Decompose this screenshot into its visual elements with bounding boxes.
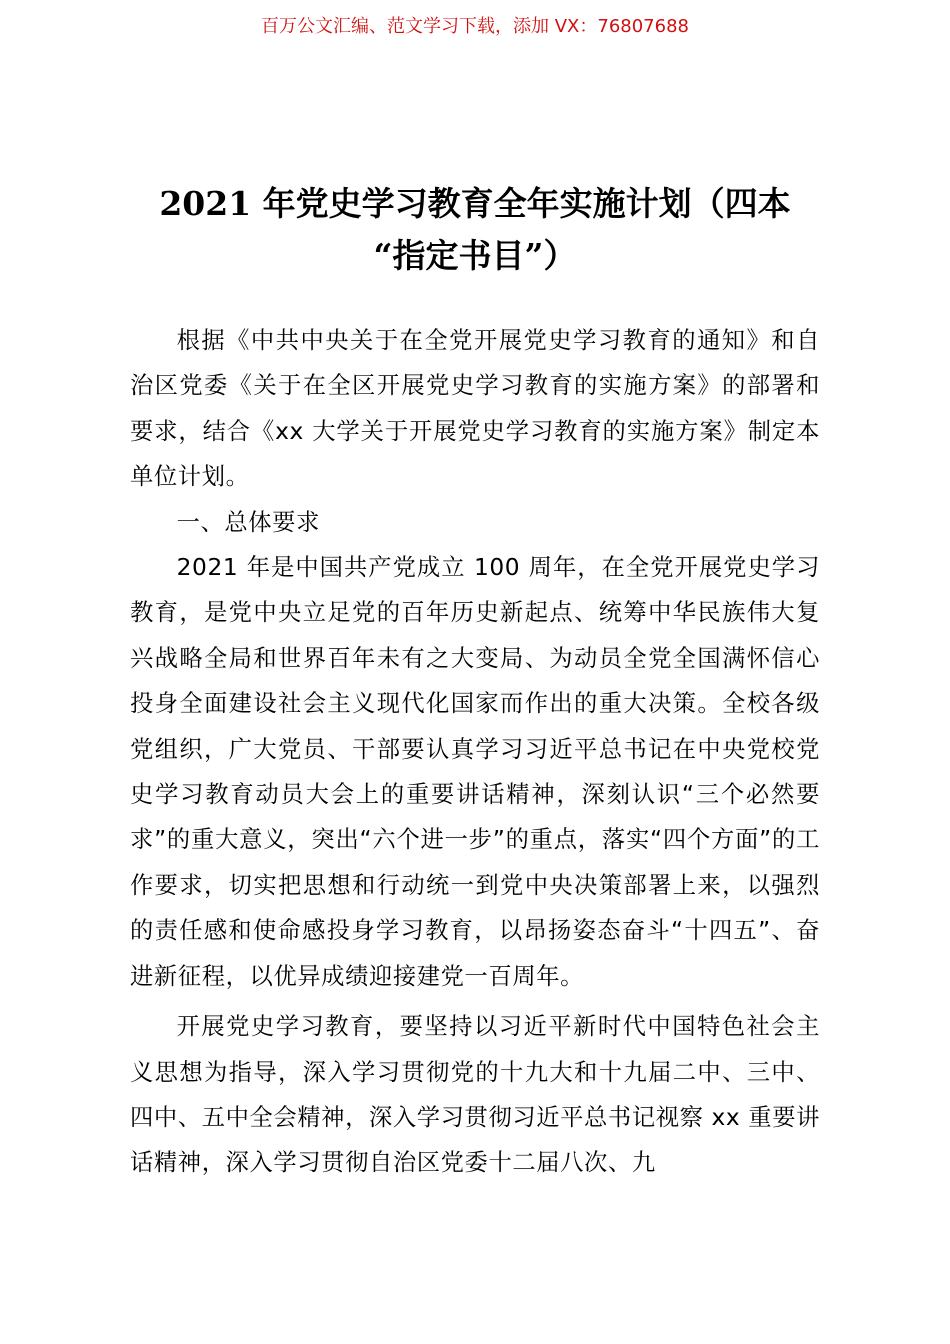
title-line-2: “指定书目”） bbox=[373, 236, 577, 275]
title-line-1: 2021 年党史学习教育全年实施计划（四本 bbox=[159, 184, 791, 223]
paragraph-intro: 根据《中共中央关于在全党开展党史学习教育的通知》和自治区党委《关于在全区开展党史学习教育的实施方案》的部署和要求，结合《xx 大学关于开展党史学习教育的实施方案》制定本单位计划。 bbox=[130, 327, 820, 491]
paragraph-background: 2021 年是中国共产党成立 100 周年，在全党开展党史学习教育，是党中央立足党的百年历史新起点、统筹中华民族伟大复兴战略全局和世界百年未有之大变局、为动员全党全国满怀信心投身全面建设社会主义现代化国家而作出的重大决策。全校各级党组织，广大党员、干部要认真学习习近平总书记在中央党校党史学习教育动员大会上的重要讲话精神，深刻认识“三个必然要求”的重大意义，突出“六个进一步”的重点，落实“四个方面”的工作要求，切实把思想和行动统一到党中央决策部署上来，以强烈的责任感和使命感投身学习教育，以昂扬姿态奋斗“十四五”、奋进新征程，以优异成绩迎接建党一百周年。 bbox=[130, 554, 820, 990]
paragraph-guiding-principles: 开展党史学习教育，要坚持以习近平新时代中国特色社会主义思想为指导，深入学习贯彻党的十九大和十九届二中、三中、四中、五中全会精神，深入学习贯彻习近平总书记视察 xx 重要讲话精神，深入学习贯彻自治区党委十二届八次、九 bbox=[130, 1013, 820, 1177]
document-body bbox=[130, 318, 820, 1186]
document-title bbox=[130, 178, 820, 282]
section-heading-general-requirements: 一、总体要求 bbox=[176, 508, 320, 536]
header-banner: 百万公文汇编、范文学习下载，添加 VX：76807688 bbox=[261, 16, 689, 37]
